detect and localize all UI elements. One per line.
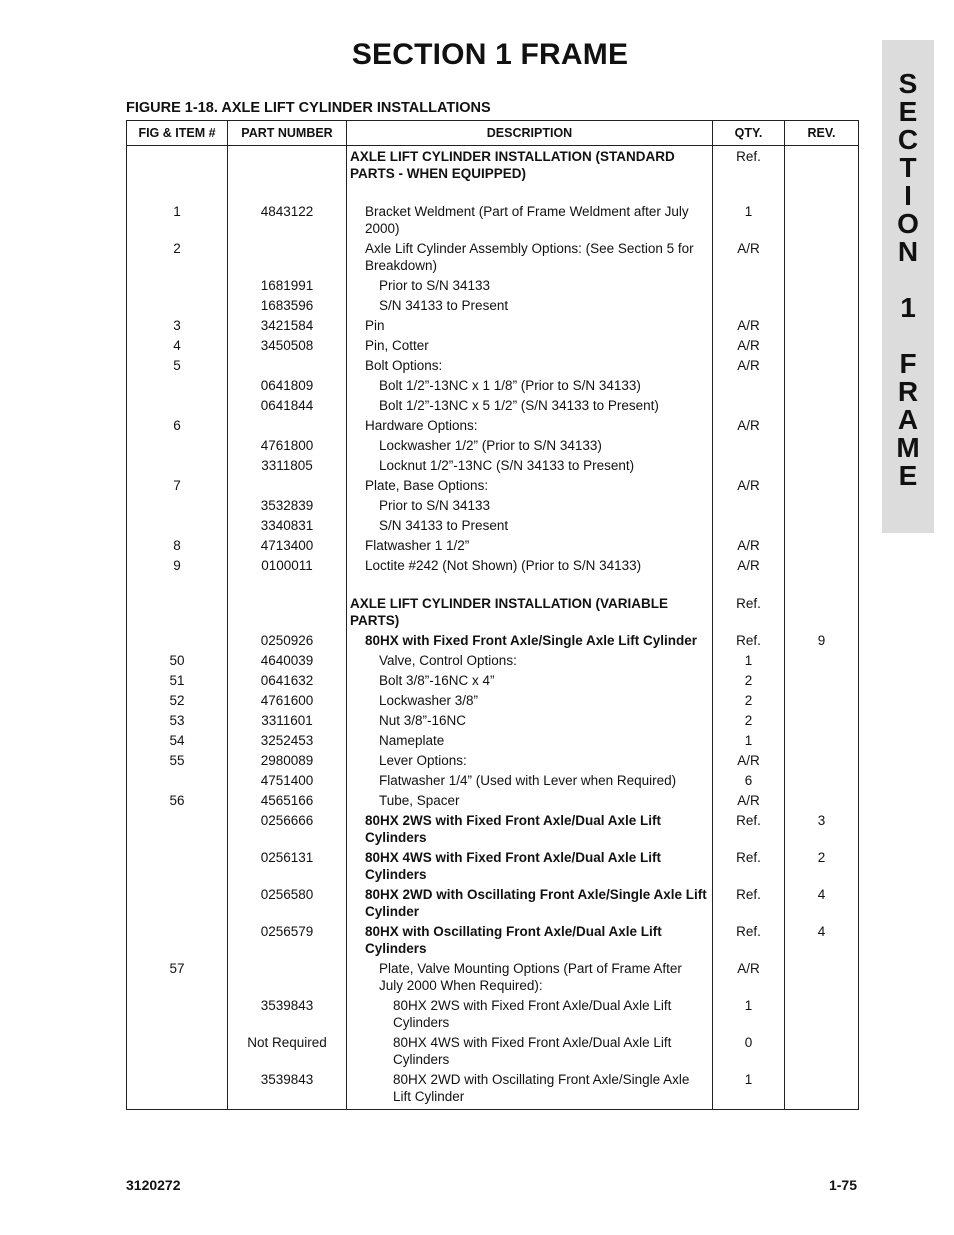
part-number-cell: 3532839 <box>228 497 347 517</box>
description-cell <box>347 417 713 437</box>
description-cell <box>347 146 713 186</box>
description-text: Nameplate <box>379 733 445 748</box>
qty-cell <box>713 297 785 317</box>
rev-cell <box>785 732 859 752</box>
description-text: Locknut 1/2”-13NC (S/N 34133 to Present) <box>379 458 635 473</box>
table-row <box>127 923 859 960</box>
description-cell <box>347 849 713 886</box>
qty-cell <box>713 185 785 203</box>
table-row <box>127 437 859 457</box>
description-cell <box>347 297 713 317</box>
rev-cell <box>785 1034 859 1071</box>
fig-item-cell <box>127 812 228 849</box>
qty-cell: A/R <box>713 477 785 497</box>
part-number-cell: 0256579 <box>228 923 347 960</box>
table-row <box>127 692 859 712</box>
fig-item-cell: 9 <box>127 557 228 577</box>
rev-cell <box>785 457 859 477</box>
qty-cell: A/R <box>713 960 785 997</box>
description-cell <box>347 960 713 997</box>
description-cell <box>347 337 713 357</box>
part-number-cell: 4761600 <box>228 692 347 712</box>
fig-item-cell: 4 <box>127 337 228 357</box>
table-row <box>127 357 859 377</box>
part-number-cell: 0256131 <box>228 849 347 886</box>
rev-cell <box>785 437 859 457</box>
part-number-cell: 3539843 <box>228 1071 347 1110</box>
table-row <box>127 397 859 417</box>
description-text: Pin, Cotter <box>365 338 429 353</box>
part-number-cell: 0641632 <box>228 672 347 692</box>
fig-item-cell: 54 <box>127 732 228 752</box>
rev-cell <box>785 752 859 772</box>
rev-cell: 3 <box>785 812 859 849</box>
description-text: 80HX 2WS with Fixed Front Axle/Dual Axle Lift Cylinders <box>365 813 662 845</box>
rev-cell <box>785 357 859 377</box>
rev-cell <box>785 557 859 577</box>
document-number: 3120272 <box>126 1177 181 1193</box>
rev-cell: 2 <box>785 849 859 886</box>
qty-cell: 1 <box>713 1071 785 1110</box>
part-number-cell: 4713400 <box>228 537 347 557</box>
qty-cell: A/R <box>713 417 785 437</box>
table-row <box>127 886 859 923</box>
rev-cell <box>785 337 859 357</box>
table-row <box>127 203 859 240</box>
rev-cell <box>785 185 859 203</box>
fig-item-cell: 55 <box>127 752 228 772</box>
rev-cell: 4 <box>785 886 859 923</box>
description-text: Lockwasher 3/8” <box>379 693 479 708</box>
table-row <box>127 849 859 886</box>
rev-cell <box>785 377 859 397</box>
fig-item-cell <box>127 377 228 397</box>
description-cell <box>347 752 713 772</box>
description-text: Bolt 1/2”-13NC x 5 1/2” (S/N 34133 to Present) <box>379 398 659 413</box>
fig-item-cell <box>127 437 228 457</box>
rev-cell <box>785 1071 859 1110</box>
description-cell <box>347 497 713 517</box>
part-number-cell: 4751400 <box>228 772 347 792</box>
qty-cell: 1 <box>713 203 785 240</box>
fig-item-cell <box>127 457 228 477</box>
rev-cell <box>785 537 859 557</box>
rev-cell <box>785 792 859 812</box>
description-text: 80HX 2WD with Oscillating Front Axle/Single Axle Lift Cylinder <box>365 887 707 919</box>
description-text: 80HX 2WS with Fixed Front Axle/Dual Axle Lift Cylinders <box>393 998 672 1030</box>
description-cell <box>347 357 713 377</box>
description-cell <box>347 437 713 457</box>
part-number-cell: Not Required <box>228 1034 347 1071</box>
part-number-cell: 0250926 <box>228 632 347 652</box>
parts-table <box>126 120 859 1110</box>
side-tab-letter: C <box>897 124 919 155</box>
fig-item-cell <box>127 146 228 186</box>
qty-cell: 2 <box>713 712 785 732</box>
description-cell <box>347 672 713 692</box>
description-cell <box>347 277 713 297</box>
fig-item-cell <box>127 185 228 203</box>
qty-cell: 1 <box>713 652 785 672</box>
header-fig-item: FIG & ITEM # <box>127 121 228 146</box>
table-row <box>127 537 859 557</box>
description-text: S/N 34133 to Present <box>379 518 509 533</box>
rev-cell <box>785 692 859 712</box>
qty-cell: 1 <box>713 997 785 1034</box>
description-cell <box>347 712 713 732</box>
table-row <box>127 277 859 297</box>
description-text: 80HX 4WS with Fixed Front Axle/Dual Axle Lift Cylinders <box>365 850 662 882</box>
description-cell <box>347 477 713 497</box>
description-text: Pin <box>365 318 385 333</box>
table-row <box>127 732 859 752</box>
description-cell <box>347 692 713 712</box>
fig-item-cell: 5 <box>127 357 228 377</box>
table-row <box>127 457 859 477</box>
rev-cell <box>785 297 859 317</box>
side-tab-letter: A <box>897 404 919 435</box>
description-cell <box>347 240 713 277</box>
header-description: DESCRIPTION <box>347 121 713 146</box>
table-row <box>127 997 859 1034</box>
fig-item-cell <box>127 772 228 792</box>
side-tab-letter: O <box>897 208 919 239</box>
rev-cell <box>785 277 859 297</box>
description-text: AXLE LIFT CYLINDER INSTALLATION (VARIABLE PARTS) <box>350 596 668 628</box>
table-row <box>127 417 859 437</box>
table-row <box>127 517 859 537</box>
qty-cell: A/R <box>713 240 785 277</box>
description-cell <box>347 517 713 537</box>
fig-item-cell <box>127 277 228 297</box>
rev-cell <box>785 497 859 517</box>
part-number-cell: 4640039 <box>228 652 347 672</box>
side-tab-letter: E <box>898 96 918 127</box>
side-tab-letter: F <box>899 348 917 379</box>
description-text: 80HX 2WD with Oscillating Front Axle/Single Axle Lift Cylinder <box>393 1072 690 1104</box>
table-row <box>127 1034 859 1071</box>
description-cell <box>347 923 713 960</box>
part-number-cell <box>228 146 347 186</box>
description-text: Bolt Options: <box>365 358 443 373</box>
part-number-cell <box>228 477 347 497</box>
fig-item-cell: 53 <box>127 712 228 732</box>
description-cell <box>347 317 713 337</box>
description-cell <box>347 203 713 240</box>
qty-cell: Ref. <box>713 886 785 923</box>
description-cell <box>347 652 713 672</box>
qty-cell <box>713 397 785 417</box>
part-number-cell: 2980089 <box>228 752 347 772</box>
fig-item-cell: 52 <box>127 692 228 712</box>
rev-cell <box>785 595 859 632</box>
qty-cell: A/R <box>713 317 785 337</box>
fig-item-cell: 56 <box>127 792 228 812</box>
side-tab-letter: S <box>898 68 918 99</box>
table-row <box>127 752 859 772</box>
description-cell <box>347 185 713 203</box>
description-text: Tube, Spacer <box>379 793 460 808</box>
description-text: Bracket Weldment (Part of Frame Weldment after July 2000) <box>365 204 689 236</box>
part-number-cell: 3340831 <box>228 517 347 537</box>
rev-cell <box>785 417 859 437</box>
description-cell <box>347 886 713 923</box>
description-cell <box>347 537 713 557</box>
fig-item-cell: 50 <box>127 652 228 672</box>
table-spacer-row <box>127 577 859 595</box>
header-part-number: PART NUMBER <box>228 121 347 146</box>
part-number-cell <box>228 595 347 632</box>
rev-cell <box>785 960 859 997</box>
description-text: Loctite #242 (Not Shown) (Prior to S/N 34133) <box>365 558 642 573</box>
qty-cell: A/R <box>713 752 785 772</box>
description-text: Hardware Options: <box>365 418 478 433</box>
description-cell <box>347 772 713 792</box>
rev-cell <box>785 712 859 732</box>
rev-cell <box>785 517 859 537</box>
qty-cell: 2 <box>713 672 785 692</box>
description-cell <box>347 377 713 397</box>
rev-cell: 9 <box>785 632 859 652</box>
qty-cell: A/R <box>713 537 785 557</box>
qty-cell <box>713 277 785 297</box>
description-cell <box>347 1034 713 1071</box>
qty-cell: A/R <box>713 357 785 377</box>
fig-item-cell <box>127 297 228 317</box>
description-cell <box>347 457 713 477</box>
qty-cell <box>713 377 785 397</box>
qty-cell: Ref. <box>713 595 785 632</box>
fig-item-cell <box>127 517 228 537</box>
part-number-cell <box>228 185 347 203</box>
table-header-row <box>127 121 859 146</box>
table-body <box>127 146 859 1110</box>
header-qty: QTY. <box>713 121 785 146</box>
description-cell <box>347 792 713 812</box>
fig-item-cell: 8 <box>127 537 228 557</box>
description-text: Valve, Control Options: <box>379 653 517 668</box>
part-number-cell: 1683596 <box>228 297 347 317</box>
part-number-cell: 0641809 <box>228 377 347 397</box>
description-text: Lever Options: <box>379 753 467 768</box>
description-text: 80HX 4WS with Fixed Front Axle/Dual Axle Lift Cylinders <box>393 1035 672 1067</box>
fig-item-cell <box>127 997 228 1034</box>
part-number-cell <box>228 357 347 377</box>
fig-item-cell <box>127 849 228 886</box>
part-number-cell: 0641844 <box>228 397 347 417</box>
rev-cell <box>785 997 859 1034</box>
table-row <box>127 712 859 732</box>
fig-item-cell <box>127 923 228 960</box>
part-number-cell: 0256666 <box>228 812 347 849</box>
qty-cell: Ref. <box>713 923 785 960</box>
table-row <box>127 652 859 672</box>
qty-cell: Ref. <box>713 146 785 186</box>
fig-item-cell <box>127 632 228 652</box>
side-tab-letter: N <box>897 236 919 267</box>
description-cell <box>347 997 713 1034</box>
rev-cell <box>785 652 859 672</box>
description-text: Nut 3/8”-16NC <box>379 713 467 728</box>
qty-cell <box>713 437 785 457</box>
rev-cell <box>785 240 859 277</box>
table-row <box>127 632 859 652</box>
side-tab-letter: T <box>899 152 917 183</box>
part-number-cell: 3539843 <box>228 997 347 1034</box>
description-text: Axle Lift Cylinder Assembly Options: (See Section 5 for Breakdown) <box>365 241 694 273</box>
table-row <box>127 477 859 497</box>
qty-cell <box>713 517 785 537</box>
description-cell <box>347 397 713 417</box>
table-row <box>127 772 859 792</box>
fig-item-cell <box>127 595 228 632</box>
side-tab-letter: M <box>896 432 920 463</box>
table-row <box>127 146 859 186</box>
part-number-cell <box>228 240 347 277</box>
table-row <box>127 812 859 849</box>
side-tab-letter: R <box>897 376 919 407</box>
qty-cell: 0 <box>713 1034 785 1071</box>
description-text: Lockwasher 1/2” (Prior to S/N 34133) <box>379 438 602 453</box>
part-number-cell: 3252453 <box>228 732 347 752</box>
part-number-cell: 1681991 <box>228 277 347 297</box>
part-number-cell: 0100011 <box>228 557 347 577</box>
table-row <box>127 240 859 277</box>
description-text: Prior to S/N 34133 <box>379 278 491 293</box>
figure-title: FIGURE 1-18. AXLE LIFT CYLINDER INSTALLATIONS <box>126 100 491 116</box>
qty-cell: 2 <box>713 692 785 712</box>
description-text: Plate, Base Options: <box>365 478 489 493</box>
description-text: Flatwasher 1/4” (Used with Lever when Required) <box>379 773 677 788</box>
qty-cell: Ref. <box>713 812 785 849</box>
rev-cell <box>785 146 859 186</box>
description-cell <box>347 732 713 752</box>
qty-cell <box>713 497 785 517</box>
part-number-cell <box>228 960 347 997</box>
fig-item-cell <box>127 1071 228 1110</box>
table-row <box>127 497 859 517</box>
fig-item-cell <box>127 497 228 517</box>
description-text: Bolt 1/2”-13NC x 1 1/8” (Prior to S/N 34133) <box>379 378 641 393</box>
table-row <box>127 377 859 397</box>
table-row <box>127 557 859 577</box>
page-number: 1-75 <box>828 1177 857 1193</box>
table-row <box>127 317 859 337</box>
table-row <box>127 297 859 317</box>
table-row <box>127 337 859 357</box>
description-cell <box>347 1071 713 1110</box>
rev-cell <box>785 203 859 240</box>
description-text: Plate, Valve Mounting Options (Part of Frame After July 2000 When Required): <box>379 961 682 993</box>
header-rev: REV. <box>785 121 859 146</box>
part-number-cell: 3311805 <box>228 457 347 477</box>
description-cell <box>347 812 713 849</box>
qty-cell: A/R <box>713 337 785 357</box>
description-cell <box>347 632 713 652</box>
qty-cell: 6 <box>713 772 785 792</box>
qty-cell <box>713 577 785 595</box>
fig-item-cell: 1 <box>127 203 228 240</box>
side-tab-letter: I <box>904 180 912 211</box>
description-text: S/N 34133 to Present <box>379 298 509 313</box>
fig-item-cell: 3 <box>127 317 228 337</box>
rev-cell <box>785 317 859 337</box>
fig-item-cell <box>127 577 228 595</box>
rev-cell: 4 <box>785 923 859 960</box>
qty-cell: A/R <box>713 557 785 577</box>
fig-item-cell <box>127 1034 228 1071</box>
part-number-cell: 4565166 <box>228 792 347 812</box>
part-number-cell: 3450508 <box>228 337 347 357</box>
part-number-cell <box>228 577 347 595</box>
qty-cell: Ref. <box>713 632 785 652</box>
part-number-cell: 4761800 <box>228 437 347 457</box>
table-row <box>127 792 859 812</box>
description-cell <box>347 557 713 577</box>
qty-cell <box>713 457 785 477</box>
description-text: Flatwasher 1 1/2” <box>365 538 470 553</box>
page-title: SECTION 1 FRAME <box>351 38 629 71</box>
rev-cell <box>785 772 859 792</box>
side-tab-letter: E <box>898 460 918 491</box>
description-text: 80HX with Oscillating Front Axle/Dual Axle Lift Cylinders <box>365 924 662 956</box>
table-row <box>127 960 859 997</box>
description-cell <box>347 595 713 632</box>
table-row <box>127 595 859 632</box>
description-text: 80HX with Fixed Front Axle/Single Axle Lift Cylinder <box>365 633 698 648</box>
side-tab-letter: 1 <box>900 292 916 323</box>
table-spacer-row <box>127 185 859 203</box>
fig-item-cell: 2 <box>127 240 228 277</box>
part-number-cell: 4843122 <box>228 203 347 240</box>
rev-cell <box>785 397 859 417</box>
fig-item-cell <box>127 886 228 923</box>
rev-cell <box>785 477 859 497</box>
qty-cell: Ref. <box>713 849 785 886</box>
part-number-cell: 3311601 <box>228 712 347 732</box>
fig-item-cell: 7 <box>127 477 228 497</box>
qty-cell: A/R <box>713 792 785 812</box>
table-row <box>127 672 859 692</box>
rev-cell <box>785 577 859 595</box>
description-text: Bolt 3/8”-16NC x 4” <box>379 673 495 688</box>
part-number-cell: 3421584 <box>228 317 347 337</box>
description-cell <box>347 577 713 595</box>
table-row <box>127 1071 859 1110</box>
description-text: AXLE LIFT CYLINDER INSTALLATION (STANDARD PARTS - WHEN EQUIPPED) <box>350 149 675 181</box>
section-side-tab <box>882 40 934 533</box>
fig-item-cell: 57 <box>127 960 228 997</box>
description-text: Prior to S/N 34133 <box>379 498 491 513</box>
rev-cell <box>785 672 859 692</box>
fig-item-cell <box>127 397 228 417</box>
fig-item-cell: 6 <box>127 417 228 437</box>
fig-item-cell: 51 <box>127 672 228 692</box>
qty-cell: 1 <box>713 732 785 752</box>
part-number-cell: 0256580 <box>228 886 347 923</box>
part-number-cell <box>228 417 347 437</box>
